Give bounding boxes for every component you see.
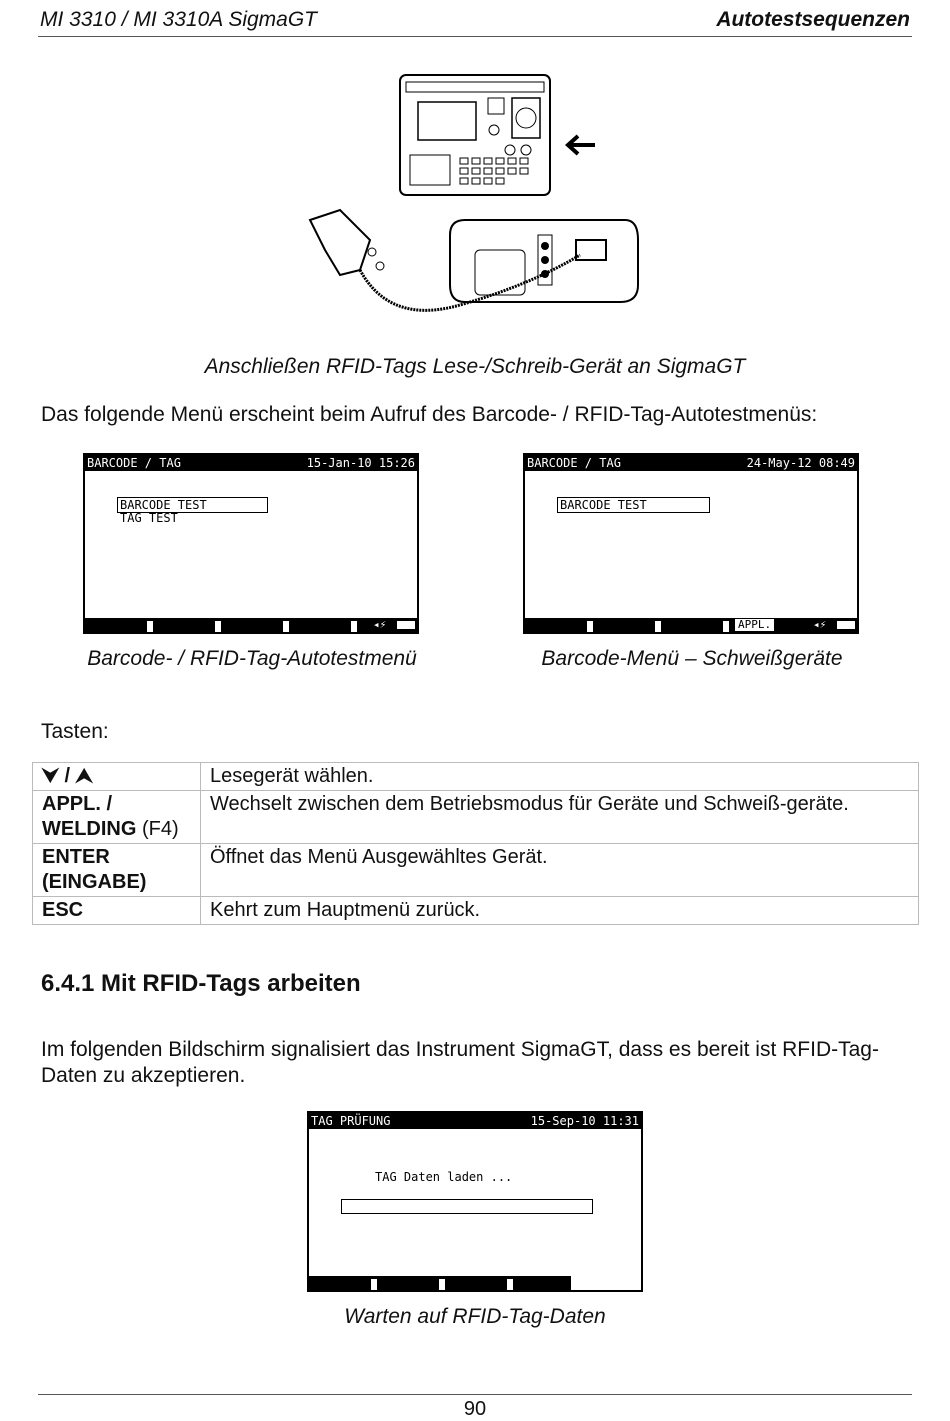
lcd-softkey-bar <box>85 618 417 632</box>
lcd-datetime: 15-Jan-10 15:26 <box>306 456 415 470</box>
key-cell: ⮟ / ⮝ <box>33 763 201 791</box>
desc-cell: Lesegerät wählen. <box>201 763 919 791</box>
table-row <box>33 791 919 844</box>
lcd-title: TAG PRÜFUNG <box>311 1114 391 1128</box>
plug-icon: ◂⚡ <box>373 618 387 631</box>
menu-item-tag-test[interactable]: TAG TEST <box>120 511 178 525</box>
key-normal: (F4) <box>142 818 179 840</box>
footer-divider <box>38 1394 912 1395</box>
lcd-softkey-bar <box>309 1276 571 1290</box>
lcd-screen-tag-pruefung <box>307 1111 643 1292</box>
lcd-screen-barcode-welding <box>523 453 859 634</box>
menu-item-barcode-test[interactable]: BARCODE TEST <box>557 497 710 513</box>
lcd-title: BARCODE / TAG <box>87 456 181 470</box>
intro-text: Das folgende Menü erscheint beim Aufruf des Barcode- / RFID-Tag-Autotestmenüs: <box>41 403 818 426</box>
lcd-titlebar <box>309 1113 641 1129</box>
battery-icon <box>837 621 855 629</box>
header-left: MI 3310 / MI 3310A SigmaGT <box>40 8 318 31</box>
section-text: Im folgenden Bildschirm signalisiert das Instrument SigmaGT, dass es bereit ist RFID-Tag-Daten zu akzeptieren. <box>41 1038 879 1087</box>
desc-cell: Öffnet das Menü Ausgewähltes Gerät. <box>201 844 919 897</box>
plug-icon: ◂⚡ <box>813 618 827 631</box>
key-cell <box>33 791 201 844</box>
page-number: 90 <box>463 1398 487 1420</box>
lcd-titlebar <box>85 455 417 471</box>
header-divider <box>38 36 912 37</box>
lcd-titlebar <box>525 455 857 471</box>
table-row <box>33 897 919 925</box>
screen3-caption: Warten auf RFID-Tag-Daten <box>344 1305 606 1328</box>
menu-item-barcode-test[interactable]: BARCODE TEST <box>117 497 268 513</box>
lcd-title: BARCODE / TAG <box>527 456 621 470</box>
lcd-datetime: 24-May-12 08:49 <box>746 456 855 470</box>
lcd-softkey-bar <box>525 618 857 632</box>
screen1-caption: Barcode- / RFID-Tag-Autotestmenü <box>87 647 417 670</box>
figure1-caption: Anschließen RFID-Tags Lese-/Schreib-Gerät an SigmaGT <box>204 355 746 378</box>
table-row <box>33 763 919 791</box>
appl-badge[interactable]: APPL. <box>735 619 774 631</box>
header-right: Autotestsequenzen <box>716 8 910 31</box>
battery-icon <box>397 621 415 629</box>
lcd-datetime: 15-Sep-10 11:31 <box>530 1114 639 1128</box>
key-cell: ENTER (EINGABE) <box>33 844 201 897</box>
section-heading: 6.4.1 Mit RFID-Tags arbeiten <box>41 970 361 997</box>
keys-table <box>32 762 919 925</box>
loading-message: TAG Daten laden ... <box>375 1170 513 1184</box>
desc-cell: Kehrt zum Hauptmenü zurück. <box>201 897 919 925</box>
table-row <box>33 844 919 897</box>
key-bold: APPL. / WELDING <box>42 793 137 840</box>
device-illustration <box>300 70 650 330</box>
desc-cell: Wechselt zwischen dem Betriebsmodus für Geräte und Schweiß-geräte. <box>201 791 919 844</box>
key-cell: ESC <box>33 897 201 925</box>
lcd-screen-barcode-tag <box>83 453 419 634</box>
screen2-caption: Barcode-Menü – Schweißgeräte <box>541 647 843 670</box>
progress-bar <box>341 1199 593 1214</box>
keys-label: Tasten: <box>41 720 109 743</box>
